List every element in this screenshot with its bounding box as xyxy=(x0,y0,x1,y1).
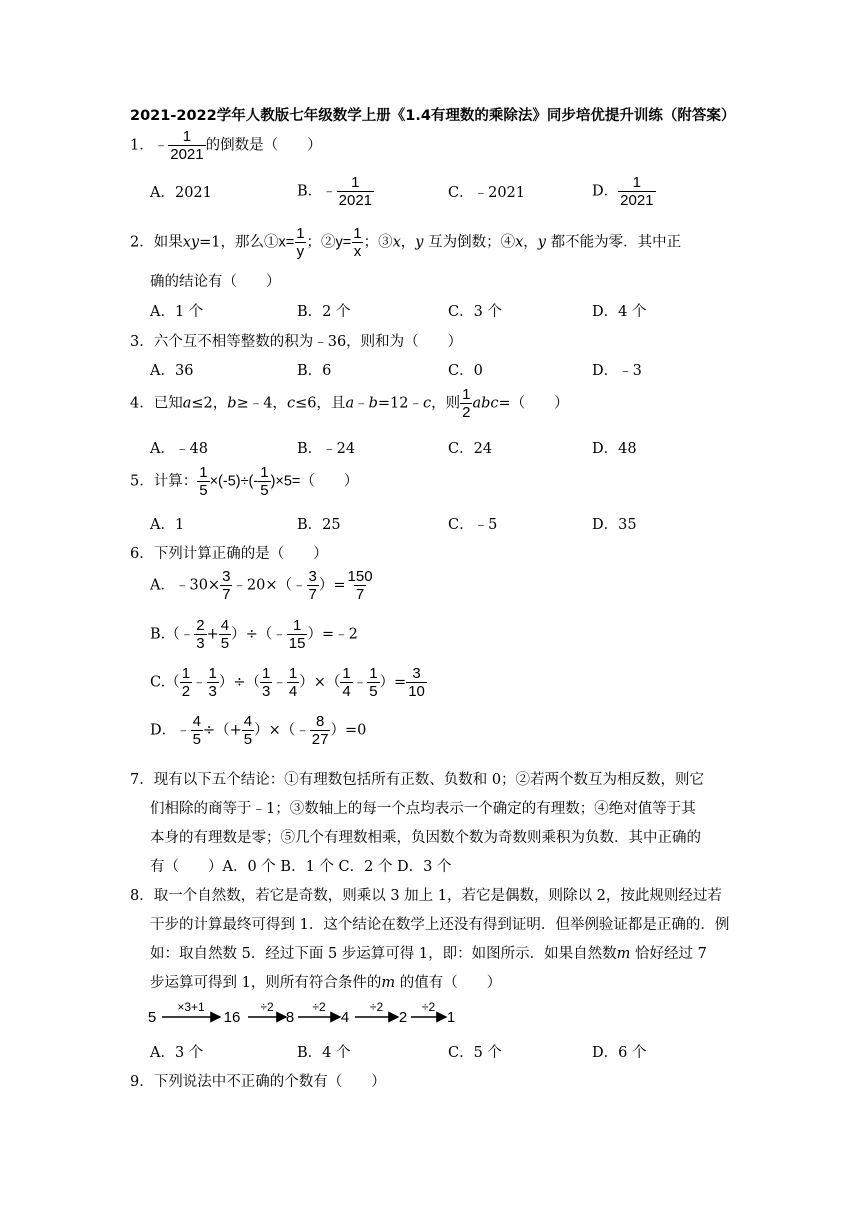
question-4: 4．已知a≤2，b≥﹣4，c≤6，且a﹣b=12﹣c，则 $\frac{1}{2}$ abc=（ ） xyxy=(130,386,569,421)
q3-option-a: A．36 xyxy=(150,363,194,379)
fraction: $\frac{1}{4}$ xyxy=(342,665,351,700)
question-7-line-2: 们相除的商等于﹣1；③数轴上的每一个点均表示一个确定的有理数；④绝对值等于其 xyxy=(150,801,696,817)
collatz-chain xyxy=(148,1000,455,1026)
q1-option-c: C．﹣2021 xyxy=(448,185,525,201)
diagram-node: 4 xyxy=(340,1009,350,1026)
question-8-line-2: 干步的计算最终可得到 1．这个结论在数学上还没有得到证明．但举例验证都是正确的．例 xyxy=(150,917,730,933)
question-8-line-3: 如：取自然数 5．经过下面 5 步运算可得 1，即：如图所示．如果自然数m 恰好经过 7 xyxy=(150,946,707,962)
diagram-op-label: ÷2 xyxy=(312,1000,326,1014)
question-2-line-2: 确的结论有（ ） xyxy=(150,274,281,290)
fraction: $\frac{1}{5}$ xyxy=(260,464,269,499)
fraction: $\frac{2}{3}$ xyxy=(196,617,205,652)
q5-option-c: C．﹣5 xyxy=(448,517,498,533)
q6-option-b: B.（﹣ $\frac{2}{3}$ + $\frac{4}{5}$ ）÷（﹣ $\frac{1}{15}$ ）=﹣2 xyxy=(150,617,358,652)
fraction: $\frac{3}{7}$ xyxy=(222,568,231,603)
q1-option-a: A．2021 xyxy=(150,185,212,201)
fraction: $\frac{1}{15}$ xyxy=(288,617,306,652)
fraction: $\frac{1}{3}$ xyxy=(262,665,271,700)
q8-option-a: A．3 个 xyxy=(150,1045,204,1061)
q6-option-d: D．﹣ $\frac{4}{5}$ ÷（+ $\frac{4}{5}$ ）×（﹣ $\frac{8}{27}$ ）=0 xyxy=(150,713,367,748)
q3-option-d: D．﹣3 xyxy=(592,363,642,379)
fraction: $\frac{3}{7}$ xyxy=(308,568,317,603)
collatz-diagram xyxy=(140,995,470,1027)
q4-option-a: A．﹣48 xyxy=(150,441,208,457)
fraction: $\frac{1}{y}$ xyxy=(296,225,305,260)
fraction: $\frac{1}{2}$ xyxy=(181,665,191,700)
fraction: $\frac{4}{5}$ xyxy=(243,713,253,748)
question-8-line-1: 8．取一个自然数，若它是奇数，则乘以 3 加上 1，若它是偶数，则除以 2，按此规则经过若 xyxy=(130,888,722,904)
fraction: $\frac{1}{5}$ xyxy=(369,665,378,700)
q3-option-b: B．6 xyxy=(297,363,332,379)
q1-option-d: D． $\frac{1}{2021}$ xyxy=(592,174,654,209)
fraction: $\frac{1}{2}$ xyxy=(462,386,471,421)
q6-option-c: C.（ $\frac{1}{2}$ ﹣ $\frac{1}{3}$ ）÷（ $\frac{1}{3}$ ﹣ $\frac{1}{4}$ ）×（ $\frac{1}{4}$ ﹣ $\frac{1}{5}$ ）= $\frac{3}{10}$ xyxy=(150,665,425,700)
q2-option-b: B．2 个 xyxy=(297,304,351,320)
diagram-node: 16 xyxy=(223,1009,241,1026)
q5-option-a: A．1 xyxy=(150,517,185,533)
question-5: 5．计算： $\frac{1}{5}$ ×(-5)÷(- $\frac{1}{5}$ )×5=（ ） xyxy=(130,464,359,499)
diagram-op-label: ÷2 xyxy=(369,1000,384,1014)
question-7-line-1: 7．现有以下五个结论：①有理数包括所有正数、负数和 0；②若两个数互为相反数，则它 xyxy=(130,772,705,788)
diagram-op-label: ÷2 xyxy=(421,1000,436,1014)
q4-option-c: C．24 xyxy=(448,441,493,457)
diagram-node: 1 xyxy=(446,1009,456,1026)
q2-option-a: A．1 个 xyxy=(150,304,204,320)
q8-option-d: D．6 个 xyxy=(592,1045,647,1061)
fraction: $\frac{3}{10}$ xyxy=(408,665,425,700)
fraction: $\frac{1}{4}$ xyxy=(288,665,298,700)
question-1: 1．﹣ $\frac{1}{2021}$ 的倒数是（ ） xyxy=(130,128,322,163)
fraction: $\frac{4}{5}$ xyxy=(220,617,230,652)
question-3: 3．六个互不相等整数的积为﹣36，则和为（ ） xyxy=(130,334,463,350)
question-8-line-4: 步运算可得到 1，则所有符合条件的m 的值有（ ） xyxy=(150,975,502,991)
question-7-line-3: 本身的有理数是零；⑤几个有理数相乘，负因数个数为奇数则乘积为负数．其中正确的 xyxy=(150,830,701,846)
q8-option-c: C．5 个 xyxy=(448,1045,502,1061)
question-9: 9．下列说法中不正确的个数有（ ） xyxy=(130,1074,386,1090)
question-2-line-1: 2．如果xy=1，那么①x= $\frac{1}{y}$ ；②y= $\frac{1}{x}$ ；③x，y 互为倒数；④x，y 都不能为零．其中正 xyxy=(130,225,682,260)
fraction: $\frac{1}{2021}$ xyxy=(620,174,654,209)
q2-option-c: C．3 个 xyxy=(448,304,502,320)
document-title: 2021-2022学年人教版七年级数学上册《1.4有理数的乘除法》同步培优提升训练（附答案） xyxy=(130,108,736,124)
diagram-op-label: ×3+1 xyxy=(177,1000,205,1014)
diagram-node: 2 xyxy=(398,1009,408,1026)
q5-option-d: D．35 xyxy=(592,517,637,533)
q6-option-a: A．﹣30× $\frac{3}{7}$ ﹣20×（﹣ $\frac{3}{7}$ ）= $\frac{150}{7}$ xyxy=(150,568,373,603)
question-6: 6．下列计算正确的是（ ） xyxy=(130,546,328,562)
fraction: $\frac{8}{27}$ xyxy=(311,713,329,748)
diagram-node: 5 xyxy=(147,1009,157,1026)
q8-option-b: B．4 个 xyxy=(297,1045,351,1061)
question-7-line-4: 有（ ）A．0 个 B．1 个 C．2 个 D．3 个 xyxy=(150,859,452,875)
fraction: $\frac{1}{x}$ xyxy=(353,225,362,260)
diagram-node: 8 xyxy=(285,1009,295,1026)
q4-option-d: D．48 xyxy=(592,441,637,457)
q3-option-c: C．0 xyxy=(448,363,483,379)
fraction: $\frac{1}{2021}$ xyxy=(338,174,373,209)
fraction: $\frac{1}{5}$ xyxy=(199,464,208,499)
q4-option-b: B．﹣24 xyxy=(297,441,356,457)
diagram-op-label: ÷2 xyxy=(260,1000,274,1014)
q1-option-b: B．﹣ $\frac{1}{2021}$ xyxy=(297,174,373,209)
fraction: $\frac{1}{2021}$ xyxy=(170,128,204,163)
q5-option-b: B．25 xyxy=(297,517,341,533)
fraction: $\frac{4}{5}$ xyxy=(192,713,201,748)
q2-option-d: D．4 个 xyxy=(592,304,647,320)
fraction: $\frac{150}{7}$ xyxy=(347,568,373,603)
fraction: $\frac{1}{3}$ xyxy=(208,665,217,700)
